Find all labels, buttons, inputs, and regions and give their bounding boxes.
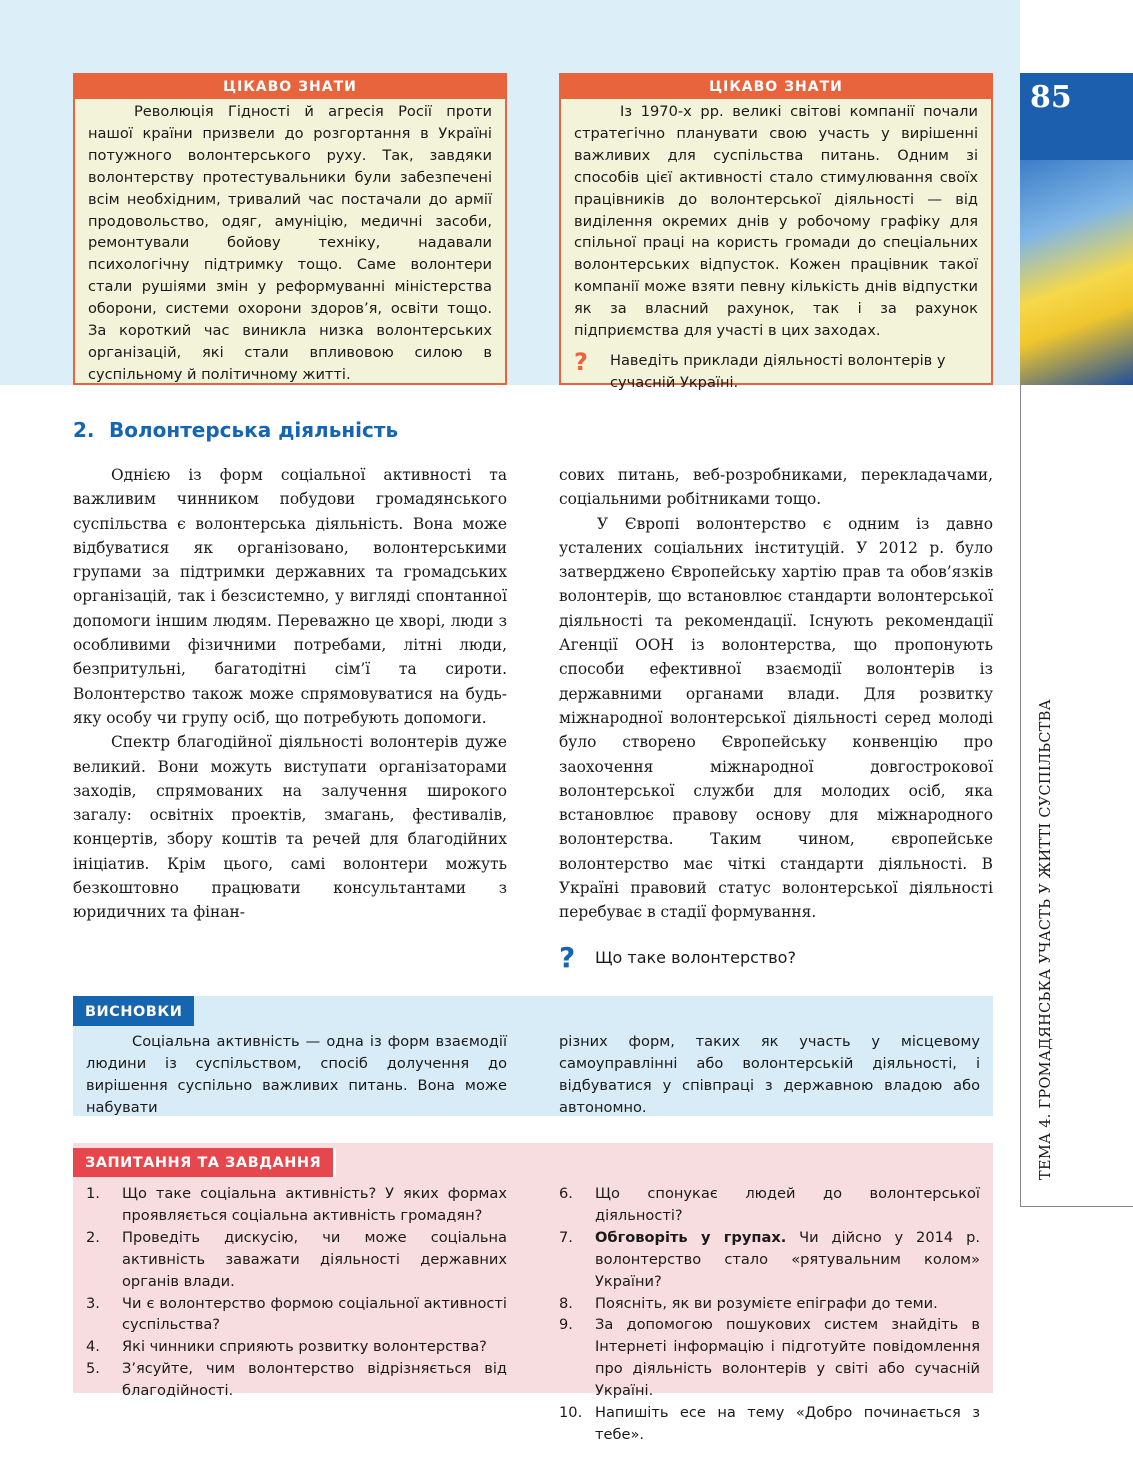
side-divider — [1020, 385, 1021, 1207]
section-heading — [73, 418, 398, 442]
body-question — [559, 941, 796, 974]
task-item: 10. Напишіть есе на тему «Добро починається з тебе». — [559, 1404, 980, 1443]
task-item: 4. Які чинники сприяють розвитку волонтерства? — [86, 1338, 487, 1356]
body-paragraph-continued: сових питань, веб-розробниками, перекладачами, соціальними робітниками тощо. — [559, 466, 993, 509]
body-column-right — [559, 463, 993, 925]
topic-running-title: ТЕМА 4. ГРОМАДЯНСЬКА УЧАСТЬ У ЖИТТІ СУСПІЛЬСТВА — [1038, 699, 1054, 1180]
task-item: 2. Проведіть дискусію, чи може соціальна активність заважати діяльності державних органів влади. — [86, 1228, 507, 1290]
task-bold-lead: Обговоріть у групах. — [595, 1228, 787, 1246]
body-paragraph: Спектр благодійної діяльності волонтерів дуже великий. Вони можуть виступати організаторами заходів, спрямованих на залучення широкого загалу: освітніх проектів, змагань, фестивалів, концертів, збору коштів та речей для благодійних ініціатив. Крім цього, самі волонтери можуть безкоштовно працювати консультантами з юридичних та фінан- — [73, 733, 507, 922]
side-divider-tick — [1020, 1206, 1133, 1207]
did-you-know-box-right — [559, 73, 993, 391]
conclusions-text-left: Соціальна активність — одна із форм взаємодії людини із суспільством, спосіб долучення до вирішення суспільно важливих питань. Вона може набувати — [86, 1033, 507, 1116]
section-number: 2. — [73, 418, 95, 442]
conclusions-text-right: різних форм, таких як участь у місцевому самоуправлінні або волонтерській діяльності, і відбуватися у співпраці з державною владою або автономно. — [559, 1033, 980, 1116]
ukraine-flag-map-image — [1020, 160, 1133, 385]
page-number: 85 — [1030, 80, 1072, 115]
section-title: Волонтерська діяльність — [109, 418, 399, 442]
body-paragraph: Однією із форм соціальної активності та важливим чинником побудови громадянського суспільства є волонтерська діяльність. Вона може відбуватися як організовано, волонтерськими групами за підтримки державних та громадських організацій, так і безсистемно, у вигляді спонтанної допомоги іншим людям. Переважно це хворі, люди з особливими фізичними потребами, літні люди, безпритульні, багатодітні сім’ї та сироти. Волонтерство також може спрямовуватися на будь-яку особу чи групу осіб, що потребують допомоги. — [73, 466, 507, 727]
question-mark-icon: ? — [574, 347, 588, 376]
did-you-know-header: ЦІКАВО ЗНАТИ — [75, 75, 505, 99]
question-text: Наведіть приклади діяльності волонтерів у сучасній Україні. — [610, 351, 946, 391]
question-row — [561, 347, 991, 394]
task-item: 1. Що таке соціальна активність? У яких формах проявляється соціальна активність громадян? — [86, 1185, 507, 1224]
question-mark-icon: ? — [559, 941, 576, 974]
body-column-left — [73, 463, 507, 925]
did-you-know-box-left — [73, 73, 507, 385]
task-item: 5. З’ясуйте, чим волонтерство відрізняється від благодійності. — [86, 1360, 507, 1400]
task-item: 7. Обговоріть у групах. Чи дійсно у 2014 р. волонтерство стало «рятувальним колом» України? — [559, 1228, 980, 1290]
task-list-left — [86, 1183, 507, 1402]
tasks-tag: ЗАПИТАННЯ ТА ЗАВДАННЯ — [73, 1148, 336, 1177]
did-you-know-text: Із 1970-х рр. великі світові компанії почали стратегічно планувати свою участь у вирішенні важливих для суспільства питань. Одним зі способів цієї активності стало стимулювання своїх працівників до волонтерської діяльності — від виділення окремих днів у робочому графіку для спільної праці на користь громади до спеціальних волонтерських відпусток. Кожен працівник такої компанії може взяти певну кількість днів відпустки як за власний рахунок, так і за рахунок підприємства для участі в цих заходах. — [574, 103, 978, 340]
conclusions-tag: ВИСНОВКИ — [73, 996, 194, 1026]
task-item: 8. Поясніть, як ви розумієте епіграфи до теми. — [559, 1294, 938, 1312]
task-list-right — [559, 1183, 980, 1446]
did-you-know-text: Революція Гідності й агресія Росії проти нашої країни призвели до розгортання в Україні потужного волонтерського руху. Так, завдяки волонтерству протестувальники були забезпечені всім необхідним, тривалий час постачали до армії продовольство, одяг, амуніцію, медичні засоби, ремонтували бойову техніку, надавали психологічну підтримку тощо. Саме волонтери стали рушіями змін у реформуванні міністерства оборони, системи охорони здоров’я, освіти тощо. За короткий час виникла низка волонтерських організацій, які стали впливовою силою в суспільному й політичному житті. — [88, 103, 492, 383]
task-item: 6. Що спонукає людей до волонтерської діяльності? — [559, 1185, 980, 1224]
did-you-know-header: ЦІКАВО ЗНАТИ — [561, 75, 991, 99]
body-paragraph: У Європі волонтерство є одним із давно усталених соціальних інституцій. У 2012 р. було затверджено Європейську хартію прав та обов’язків волонтерів, що встановлює стандарти волонтерської діяльності та рекомендації. Існують рекомендації Агенції ООН із волонтерства, що пропонують способи ефективної взаємодії волонтерів із державними органами влади. Для розвитку міжнародної волонтерської діяльності серед молоді було створено Європейську конвенцію про заохочення міжнародної довгострокової волонтерської служби для молодих осіб, яка встановлює правову основу для міжнародного волонтерства. Таким чином, європейське волонтерство має чіткі стандарти діяльності. В Україні правовий статус волонтерської діяльності перебуває в стадії формування. — [559, 514, 993, 922]
task-item: 3. Чи є волонтерство формою соціальної активності суспільства? — [86, 1294, 507, 1334]
question-text: Що таке волонтерство? — [595, 948, 796, 967]
questions-and-tasks-box — [73, 1143, 993, 1443]
conclusions-box — [73, 996, 993, 1116]
task-item: 9. За допомогою пошукових систем знайдіть в Інтернеті інформацію і підготуйте повідомлення про діяльність волонтерів у світі або сучасній Україні. — [559, 1316, 980, 1400]
